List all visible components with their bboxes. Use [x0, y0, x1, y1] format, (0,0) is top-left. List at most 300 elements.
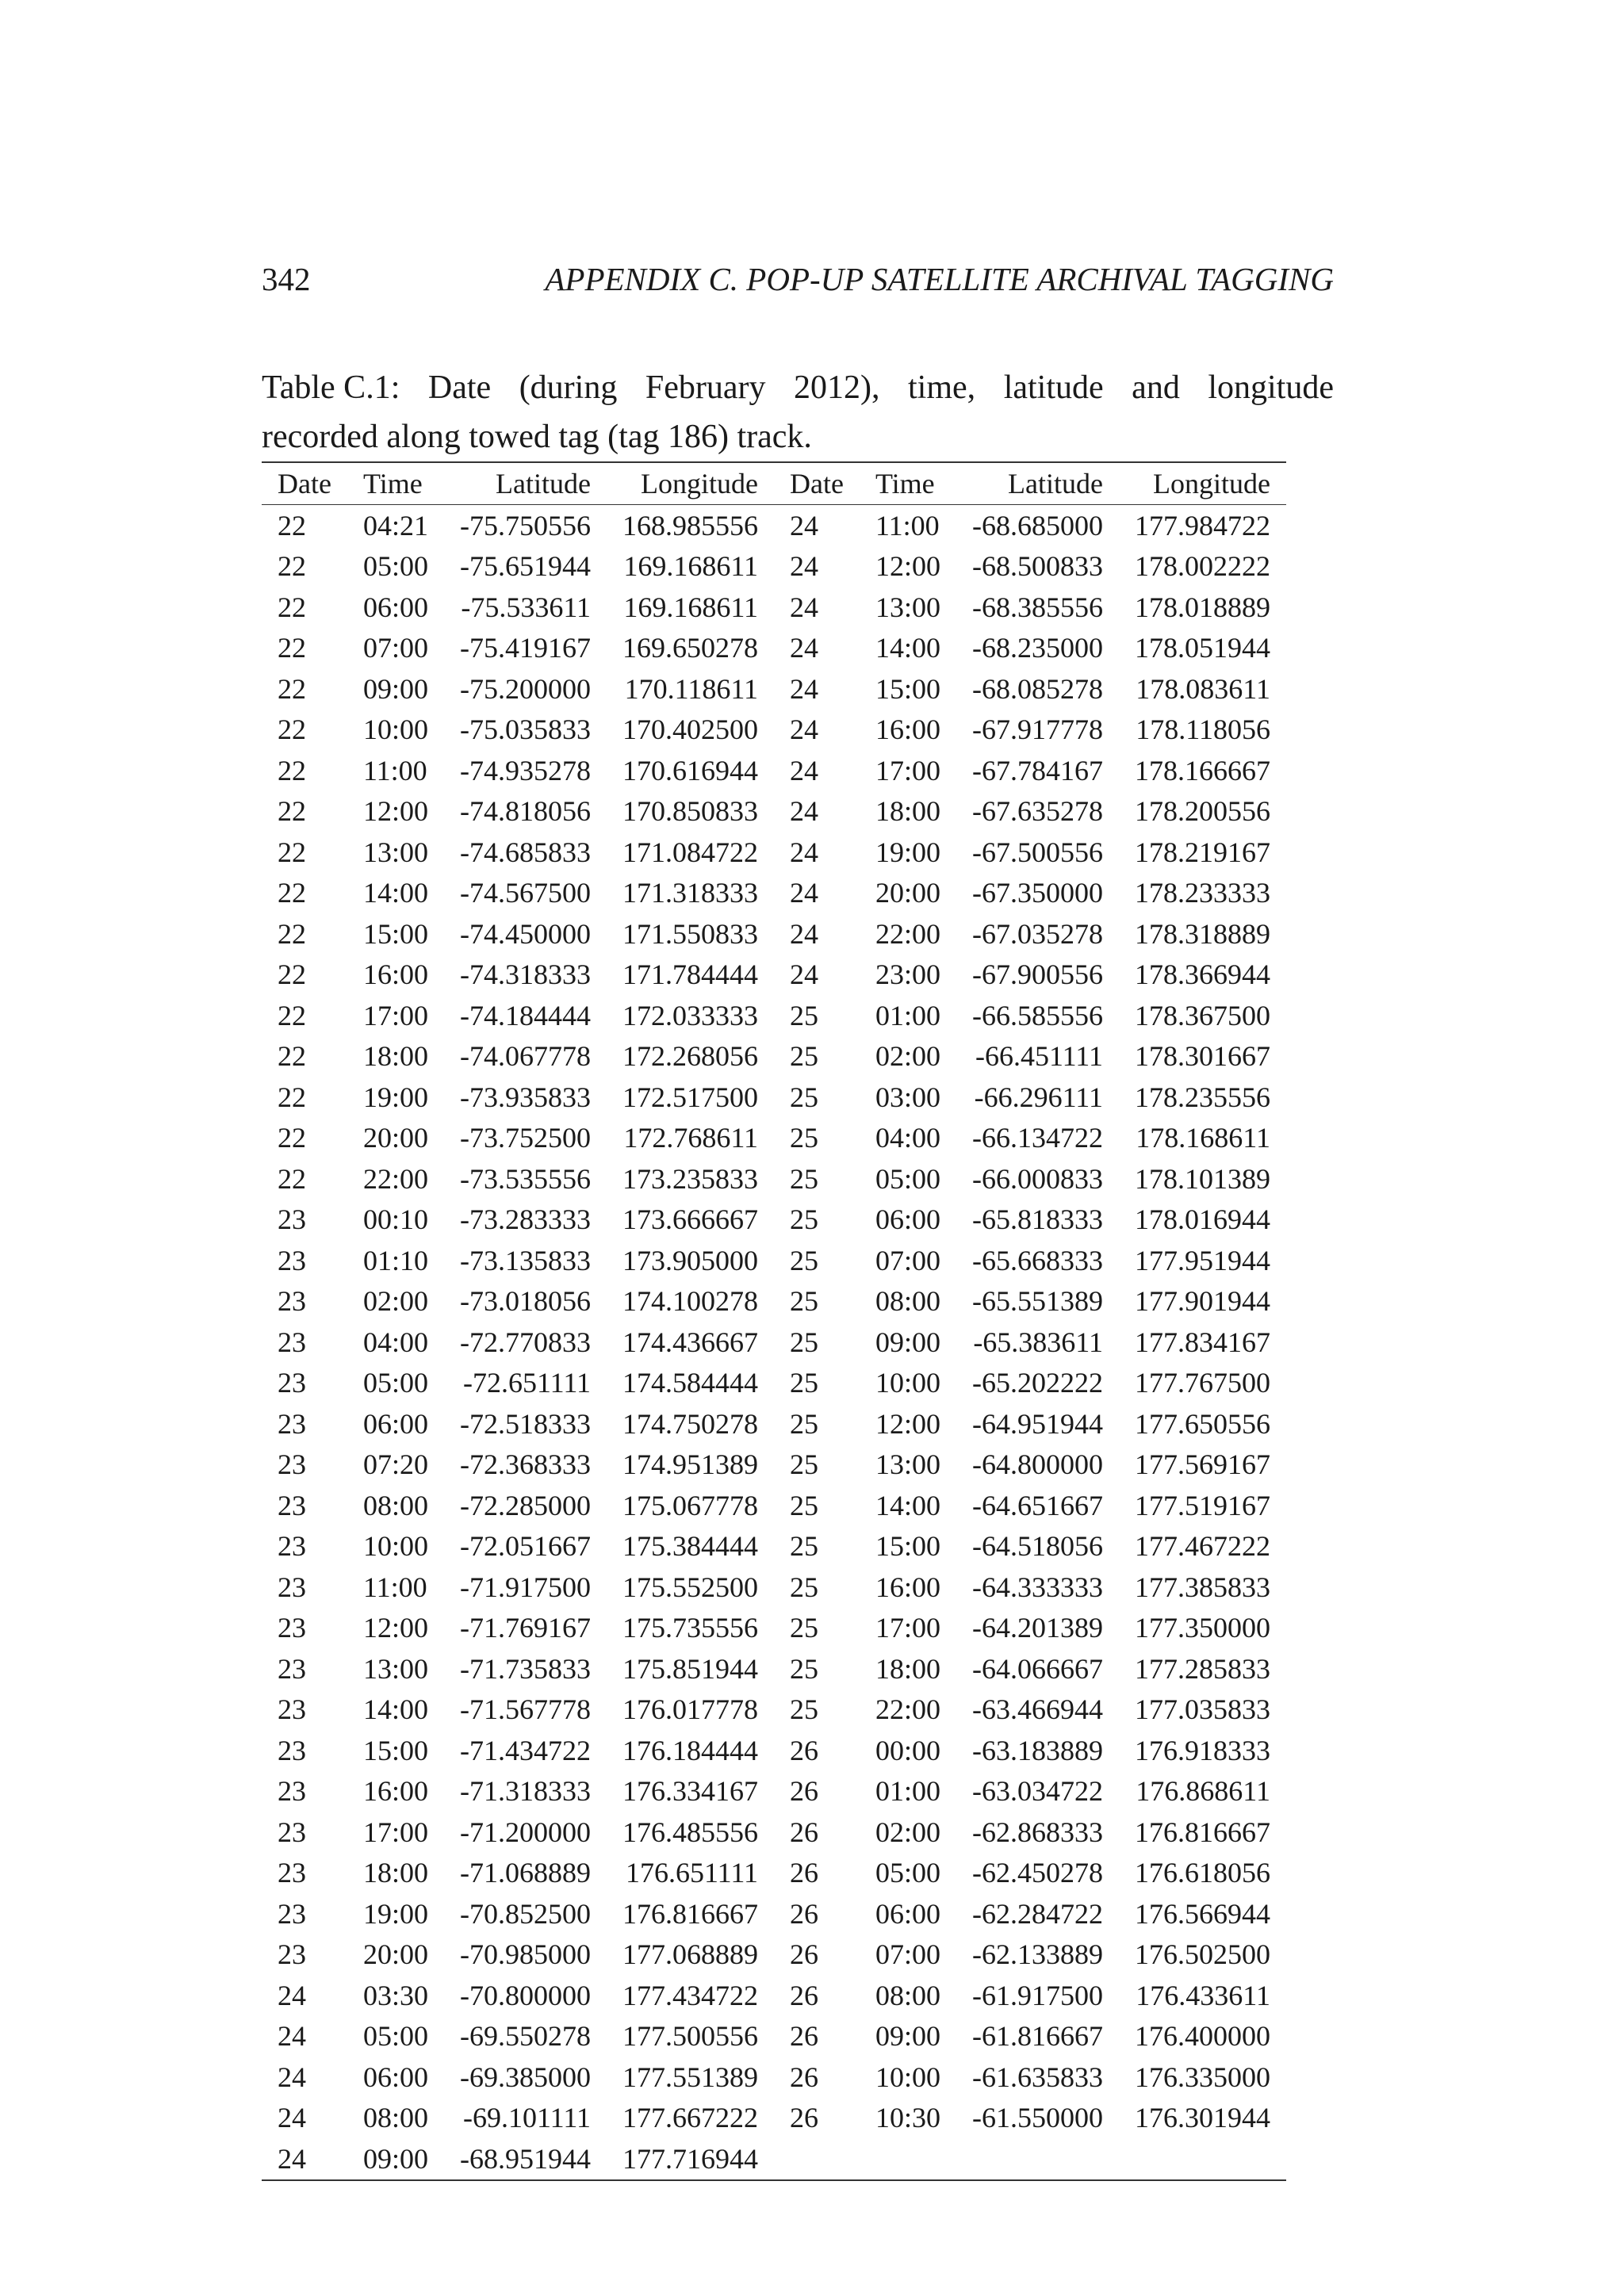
table-row [262, 1608, 1286, 1649]
latitude-cell: -74.318333 [459, 959, 591, 991]
longitude-cell: 169.650278 [622, 632, 758, 664]
time-cell [860, 2138, 956, 2180]
date-cell: 22 [278, 754, 306, 786]
date-cell: 22 [278, 509, 306, 541]
longitude-cell: 171.550833 [622, 917, 758, 950]
longitude-cell: 172.517500 [622, 1081, 758, 1113]
latitude-cell: -72.651111 [463, 1367, 591, 1399]
latitude-cell: -75.035833 [459, 714, 591, 746]
date-cell: 22 [278, 795, 306, 828]
latitude-cell: -74.567500 [459, 877, 591, 909]
date-cell: 23 [278, 1367, 306, 1399]
longitude-cell: 173.666667 [622, 1203, 758, 1236]
time-cell: 09:00 [875, 2020, 940, 2053]
time-cell: 17:00 [875, 754, 940, 786]
date-cell: 24 [278, 2020, 306, 2053]
latitude-cell: -71.917500 [459, 1571, 591, 1603]
time-cell: 15:00 [362, 917, 428, 950]
latitude-cell: -64.333333 [971, 1571, 1103, 1603]
time-cell: 16:00 [875, 714, 940, 746]
longitude-cell: 178.101389 [1134, 1162, 1270, 1195]
longitude-cell: 178.318889 [1134, 917, 1270, 950]
date-cell: 23 [278, 1530, 306, 1563]
page-header [262, 260, 1334, 308]
date-cell: 22 [278, 632, 306, 664]
latitude-cell: -67.350000 [971, 877, 1103, 909]
latitude-cell: -68.500833 [971, 550, 1103, 583]
table-row [262, 1445, 1286, 1486]
table-row [262, 1118, 1286, 1159]
date-cell: 25 [789, 1448, 818, 1481]
date-cell: 23 [278, 1652, 306, 1685]
latitude-cell: -75.200000 [459, 672, 591, 705]
longitude-cell: 176.566944 [1134, 1897, 1270, 1930]
table-row [262, 710, 1286, 751]
date-cell: 26 [789, 2020, 818, 2053]
time-cell: 13:00 [875, 591, 940, 623]
time-cell: 12:00 [362, 795, 428, 828]
latitude-cell: -70.985000 [459, 1938, 591, 1971]
table-row [262, 1158, 1286, 1200]
time-cell: 18:00 [875, 1652, 940, 1685]
longitude-cell: 177.834167 [1134, 1326, 1270, 1358]
latitude-cell: -71.318333 [459, 1775, 591, 1808]
date-cell: 23 [278, 1857, 306, 1889]
date-cell: 25 [789, 1162, 818, 1195]
latitude-cell: -64.066667 [971, 1652, 1103, 1685]
latitude-cell: -67.917778 [971, 714, 1103, 746]
column-header: Latitude [1008, 468, 1103, 499]
date-cell: 25 [789, 1285, 818, 1318]
time-cell: 16:00 [362, 1775, 428, 1808]
time-cell: 02:00 [875, 1040, 940, 1073]
caption-word: longitude [1208, 369, 1334, 406]
longitude-cell: 177.500556 [622, 2020, 758, 2053]
date-cell: 23 [278, 1285, 306, 1318]
longitude-cell: 177.434722 [622, 1979, 758, 2011]
longitude-cell: 178.233333 [1134, 877, 1270, 909]
date-cell: 25 [789, 1612, 818, 1644]
longitude-cell: 177.519167 [1134, 1489, 1270, 1521]
table-row [262, 2016, 1286, 2057]
date-cell: 26 [789, 1938, 818, 1971]
longitude-cell: 177.068889 [622, 1938, 758, 1971]
date-cell: 24 [789, 754, 818, 786]
time-cell: 05:00 [875, 1857, 940, 1889]
table-row [262, 1975, 1286, 2016]
table-row [262, 1812, 1286, 1853]
table-row [262, 1281, 1286, 1322]
time-cell: 22:00 [875, 1693, 940, 1726]
time-cell: 01:10 [362, 1244, 428, 1276]
date-cell: 22 [278, 591, 306, 623]
time-cell: 17:00 [362, 1816, 428, 1848]
longitude-cell: 176.918333 [1134, 1734, 1270, 1766]
longitude-cell: 170.616944 [622, 754, 758, 786]
page-number: 342 [262, 261, 311, 297]
time-cell: 15:00 [875, 1530, 940, 1563]
date-cell: 22 [278, 1040, 306, 1073]
latitude-cell: -70.852500 [459, 1897, 591, 1930]
latitude-cell: -67.784167 [971, 754, 1103, 786]
header-row [262, 462, 1286, 505]
latitude-cell: -73.935833 [459, 1081, 591, 1113]
latitude-cell: -63.183889 [971, 1734, 1103, 1766]
longitude-cell: 178.083611 [1136, 672, 1270, 705]
table-row [262, 2057, 1286, 2098]
time-cell: 11:00 [875, 509, 940, 541]
longitude-cell: 177.551389 [622, 2061, 758, 2093]
time-cell: 14:00 [362, 877, 428, 909]
column-header: Latitude [496, 468, 591, 499]
table-row [262, 1893, 1286, 1934]
time-cell: 11:00 [362, 1571, 427, 1603]
column-header: Time [362, 468, 423, 499]
date-cell: 24 [789, 795, 818, 828]
time-cell: 06:00 [875, 1897, 940, 1930]
time-cell: 18:00 [875, 795, 940, 828]
date-cell: 25 [789, 1367, 818, 1399]
longitude-cell: 176.618056 [1134, 1857, 1270, 1889]
date-cell: 22 [278, 1162, 306, 1195]
table-row [262, 832, 1286, 873]
latitude-cell: -66.000833 [971, 1162, 1103, 1195]
time-cell: 11:00 [362, 754, 427, 786]
longitude-cell: 171.318333 [622, 877, 758, 909]
latitude-cell: -73.752500 [459, 1122, 591, 1154]
latitude-cell: -74.184444 [459, 999, 591, 1031]
table-row [262, 1934, 1286, 1976]
latitude-cell: -71.769167 [459, 1612, 591, 1644]
latitude-cell: -72.770833 [459, 1326, 591, 1358]
longitude-cell: 178.002222 [1134, 550, 1270, 583]
time-cell: 13:00 [875, 1448, 940, 1481]
latitude-cell: -74.818056 [459, 795, 591, 828]
date-cell: 24 [789, 959, 818, 991]
date-cell: 26 [789, 1816, 818, 1848]
time-cell: 15:00 [875, 672, 940, 705]
table-row [262, 873, 1286, 914]
date-cell: 26 [789, 2061, 818, 2093]
time-cell: 23:00 [875, 959, 940, 991]
time-cell: 05:00 [362, 550, 428, 583]
date-cell: 23 [278, 1897, 306, 1930]
latitude-cell: -62.133889 [971, 1938, 1103, 1971]
date-cell: 26 [789, 1857, 818, 1889]
time-cell: 19:00 [362, 1897, 428, 1930]
time-cell: 18:00 [362, 1040, 428, 1073]
caption-line-2: recorded along towed tag (tag 186) track. [262, 419, 812, 455]
latitude-cell: -71.735833 [459, 1652, 591, 1685]
latitude-cell: -73.018056 [459, 1285, 591, 1318]
latitude-cell: -74.685833 [459, 836, 591, 868]
date-cell: 24 [278, 1979, 306, 2011]
date-cell: 26 [789, 1775, 818, 1808]
latitude-cell: -67.900556 [971, 959, 1103, 991]
longitude-cell: 177.667222 [622, 2102, 758, 2134]
latitude-cell: -68.685000 [971, 509, 1103, 541]
time-cell: 22:00 [362, 1162, 428, 1195]
longitude-cell: 170.850833 [622, 795, 758, 828]
date-cell: 23 [278, 1734, 306, 1766]
date-cell: 22 [278, 836, 306, 868]
time-cell: 15:00 [362, 1734, 428, 1766]
time-cell: 03:00 [875, 1081, 940, 1113]
date-cell: 25 [789, 1122, 818, 1154]
table-row [262, 587, 1286, 628]
table-row [262, 1771, 1286, 1812]
table-row [262, 1240, 1286, 1281]
date-cell: 25 [789, 1203, 818, 1236]
time-cell: 09:00 [362, 672, 428, 705]
time-cell: 04:21 [362, 509, 428, 541]
date-cell: 25 [789, 1693, 818, 1726]
time-cell: 22:00 [875, 917, 940, 950]
longitude-cell: 178.301667 [1134, 1040, 1270, 1073]
table-row [262, 1853, 1286, 1894]
latitude-cell: -74.935278 [459, 754, 591, 786]
date-cell: 23 [278, 1203, 306, 1236]
table-row [262, 1322, 1286, 1363]
caption-line-1 [262, 363, 1334, 412]
time-cell: 06:00 [875, 1203, 940, 1236]
latitude-cell: -61.816667 [971, 2020, 1103, 2053]
table-row [262, 1485, 1286, 1526]
latitude-cell [956, 2138, 1119, 2180]
latitude-cell: -75.533611 [461, 591, 591, 623]
table-row [262, 1036, 1286, 1077]
caption-word: time, [908, 369, 976, 406]
time-cell: 03:30 [362, 1979, 428, 2011]
table-row [262, 1526, 1286, 1567]
time-cell: 07:00 [875, 1938, 940, 1971]
longitude-cell: 173.905000 [622, 1244, 758, 1276]
data-table [262, 461, 1286, 2181]
date-cell: 26 [789, 1897, 818, 1930]
latitude-cell: -65.668333 [971, 1244, 1103, 1276]
time-cell: 07:20 [362, 1448, 428, 1481]
date-cell: 25 [789, 1407, 818, 1440]
date-cell: 23 [278, 1571, 306, 1603]
table-row [262, 628, 1286, 669]
longitude-cell [1119, 2138, 1286, 2180]
longitude-cell: 174.750278 [622, 1407, 758, 1440]
time-cell: 20:00 [362, 1122, 428, 1154]
latitude-cell: -62.868333 [971, 1816, 1103, 1848]
latitude-cell: -66.451111 [975, 1040, 1103, 1073]
longitude-cell: 174.951389 [622, 1448, 758, 1481]
date-cell: 24 [789, 632, 818, 664]
longitude-cell: 172.268056 [622, 1040, 758, 1073]
table-row [262, 505, 1286, 546]
latitude-cell: -72.518333 [459, 1407, 591, 1440]
latitude-cell: -72.051667 [459, 1530, 591, 1563]
time-cell: 12:00 [875, 550, 940, 583]
latitude-cell: -63.034722 [971, 1775, 1103, 1808]
latitude-cell: -72.285000 [459, 1489, 591, 1521]
time-cell: 20:00 [362, 1938, 428, 1971]
time-cell: 06:00 [362, 591, 428, 623]
date-cell: 24 [789, 550, 818, 583]
table-row [262, 913, 1286, 955]
time-cell: 01:00 [875, 999, 940, 1031]
column-header: Date [278, 468, 331, 499]
date-cell: 25 [789, 1571, 818, 1603]
longitude-cell: 169.168611 [623, 591, 758, 623]
time-cell: 04:00 [362, 1326, 428, 1358]
column-header: Date [789, 468, 844, 499]
table-row [262, 1689, 1286, 1731]
latitude-cell: -74.450000 [459, 917, 591, 950]
latitude-cell: -65.383611 [973, 1326, 1103, 1358]
caption-word: (during [519, 369, 618, 406]
longitude-cell: 174.584444 [622, 1367, 758, 1399]
time-cell: 10:00 [875, 1367, 940, 1399]
time-cell: 16:00 [362, 959, 428, 991]
caption-word: Table C.1: [262, 369, 400, 406]
date-cell: 24 [789, 714, 818, 746]
longitude-cell: 175.851944 [622, 1652, 758, 1685]
table-row [262, 955, 1286, 996]
longitude-cell: 174.100278 [622, 1285, 758, 1318]
time-cell: 05:00 [362, 1367, 428, 1399]
table-row [262, 1363, 1286, 1404]
longitude-cell: 171.084722 [622, 836, 758, 868]
longitude-cell: 177.350000 [1134, 1612, 1270, 1644]
time-cell: 08:00 [362, 2102, 428, 2134]
latitude-cell: -67.035278 [971, 917, 1103, 950]
table-row [262, 2098, 1286, 2139]
latitude-cell: -65.202222 [971, 1367, 1103, 1399]
latitude-cell: -63.466944 [971, 1693, 1103, 1726]
date-cell: 25 [789, 1652, 818, 1685]
time-cell: 08:00 [362, 1489, 428, 1521]
column-header: Longitude [1152, 468, 1270, 499]
table-row [262, 1077, 1286, 1118]
time-cell: 02:00 [362, 1285, 428, 1318]
longitude-cell: 178.051944 [1134, 632, 1270, 664]
longitude-cell: 176.433611 [1136, 1979, 1270, 2011]
time-cell: 09:00 [875, 1326, 940, 1358]
longitude-cell: 177.650556 [1134, 1407, 1270, 1440]
longitude-cell: 172.768611 [623, 1122, 758, 1154]
longitude-cell: 176.868611 [1136, 1775, 1270, 1808]
longitude-cell: 178.219167 [1134, 836, 1270, 868]
time-cell: 18:00 [362, 1857, 428, 1889]
time-cell: 08:00 [875, 1285, 940, 1318]
time-cell: 17:00 [362, 999, 428, 1031]
time-cell: 00:00 [875, 1734, 940, 1766]
table-row [262, 750, 1286, 791]
longitude-cell: 176.651111 [625, 1857, 758, 1889]
longitude-cell: 175.735556 [622, 1612, 758, 1644]
table-body [262, 505, 1286, 2180]
latitude-cell: -64.951944 [971, 1407, 1103, 1440]
table-row [262, 1403, 1286, 1445]
latitude-cell: -64.518056 [971, 1530, 1103, 1563]
longitude-cell: 177.285833 [1134, 1652, 1270, 1685]
latitude-cell: -62.284722 [971, 1897, 1103, 1930]
date-cell: 23 [278, 1489, 306, 1521]
longitude-cell: 178.366944 [1134, 959, 1270, 991]
date-cell: 24 [789, 836, 818, 868]
time-cell: 09:00 [362, 2142, 428, 2175]
time-cell: 08:00 [875, 1979, 940, 2011]
date-cell: 26 [789, 1979, 818, 2011]
date-cell: 24 [789, 509, 818, 541]
date-cell: 23 [278, 1244, 306, 1276]
table-row [262, 1567, 1286, 1608]
longitude-cell: 176.017778 [622, 1693, 758, 1726]
longitude-cell: 177.951944 [1134, 1244, 1270, 1276]
longitude-cell: 170.118611 [624, 672, 758, 705]
latitude-cell: -65.818333 [971, 1203, 1103, 1236]
longitude-cell: 177.035833 [1134, 1693, 1270, 1726]
longitude-cell: 170.402500 [622, 714, 758, 746]
time-cell: 12:00 [875, 1407, 940, 1440]
latitude-cell: -71.200000 [459, 1816, 591, 1848]
date-cell: 24 [789, 877, 818, 909]
table-caption [262, 363, 1334, 461]
longitude-cell: 176.485556 [622, 1816, 758, 1848]
longitude-cell: 176.816667 [1134, 1816, 1270, 1848]
column-header: Longitude [641, 468, 758, 499]
latitude-cell: -67.635278 [971, 795, 1103, 828]
latitude-cell: -75.419167 [459, 632, 591, 664]
longitude-cell: 178.367500 [1134, 999, 1270, 1031]
table-row [262, 791, 1286, 832]
latitude-cell: -69.550278 [459, 2020, 591, 2053]
longitude-cell: 168.985556 [622, 509, 758, 541]
date-cell [774, 2138, 860, 2180]
latitude-cell: -61.550000 [971, 2102, 1103, 2134]
latitude-cell: -68.951944 [459, 2142, 591, 2175]
latitude-cell: -72.368333 [459, 1448, 591, 1481]
time-cell: 10:00 [362, 1530, 428, 1563]
time-cell: 12:00 [362, 1612, 428, 1644]
longitude-cell: 175.067778 [622, 1489, 758, 1521]
date-cell: 23 [278, 1816, 306, 1848]
table-row [262, 995, 1286, 1036]
longitude-cell: 177.901944 [1134, 1285, 1270, 1318]
latitude-cell: -66.134722 [971, 1122, 1103, 1154]
time-cell: 02:00 [875, 1816, 940, 1848]
date-cell: 22 [278, 917, 306, 950]
latitude-cell: -73.135833 [459, 1244, 591, 1276]
latitude-cell: -64.201389 [971, 1612, 1103, 1644]
date-cell: 22 [278, 877, 306, 909]
time-cell: 16:00 [875, 1571, 940, 1603]
longitude-cell: 178.235556 [1134, 1081, 1270, 1113]
latitude-cell: -62.450278 [971, 1857, 1103, 1889]
time-cell: 07:00 [362, 632, 428, 664]
date-cell: 24 [789, 672, 818, 705]
date-cell: 23 [278, 1448, 306, 1481]
date-cell: 23 [278, 1326, 306, 1358]
date-cell: 24 [278, 2142, 306, 2175]
latitude-cell: -69.385000 [459, 2061, 591, 2093]
latitude-cell: -73.535556 [459, 1162, 591, 1195]
latitude-cell: -68.085278 [971, 672, 1103, 705]
time-cell: 13:00 [362, 1652, 428, 1685]
time-cell: 07:00 [875, 1244, 940, 1276]
date-cell: 23 [278, 1775, 306, 1808]
time-cell: 04:00 [875, 1122, 940, 1154]
time-cell: 01:00 [875, 1775, 940, 1808]
longitude-cell: 172.033333 [622, 999, 758, 1031]
caption-word: Date [427, 369, 492, 406]
table-row [262, 1648, 1286, 1689]
